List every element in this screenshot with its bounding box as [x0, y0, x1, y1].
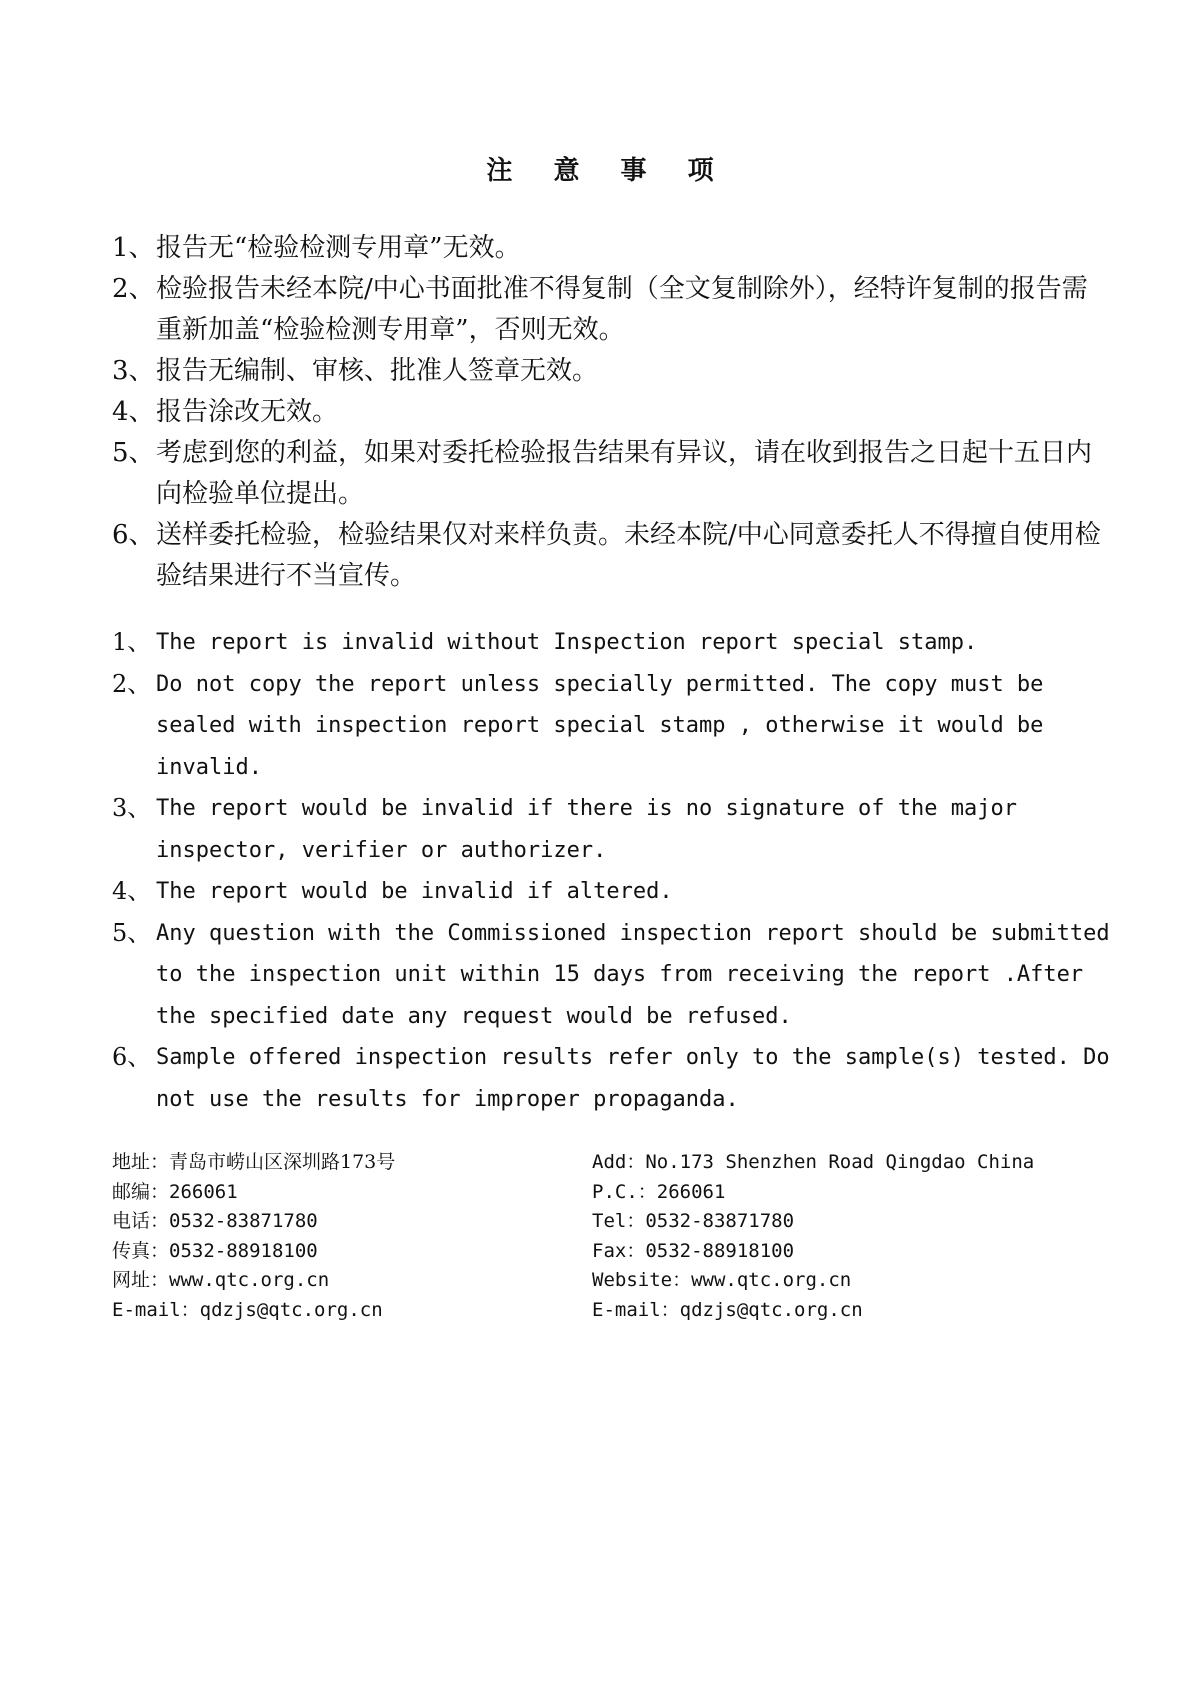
note-en-item: [112, 1037, 1112, 1120]
contact-info-cn: [112, 1148, 395, 1325]
note-cn-item: [112, 351, 1112, 392]
note-en-item: [112, 913, 1112, 1038]
page-title: 注 意 事 项: [486, 156, 730, 186]
notes-en-list: [112, 622, 1112, 1120]
note-en-number: 4、: [112, 877, 152, 905]
contact-address-cn: 地址：青岛市崂山区深圳路173号: [112, 1151, 396, 1173]
note-cn-text: 报告无“检验检测专用章”无效。: [156, 233, 521, 263]
note-en-number: 3、: [112, 794, 152, 822]
note-cn-number: 1、: [112, 233, 155, 263]
note-en-item: [112, 622, 1112, 664]
contact-website-en: Website：www.qtc.org.cn: [592, 1269, 852, 1291]
note-en-item: [112, 788, 1112, 871]
contact-website-cn: 网址：www.qtc.org.cn: [112, 1269, 330, 1291]
contact-fax-en: Fax：0532-88918100: [592, 1239, 795, 1262]
contact-email-cn: E-mail：qdzjs@qtc.org.cn: [112, 1298, 383, 1321]
note-en-number: 2、: [112, 669, 152, 698]
note-en-number: 5、: [112, 918, 152, 947]
note-cn-text: 报告涂改无效。: [156, 397, 339, 427]
note-cn-item: [112, 228, 1112, 269]
note-en-text: Any question with the Commissioned inspection report should be submitted to the inspection unit within 15 days from receiving the report .After the specified date any request would be refused.: [156, 920, 1110, 1029]
note-cn-item: [112, 269, 1112, 351]
contact-email-en: E-mail：qdzjs@qtc.org.cn: [592, 1298, 863, 1321]
note-en-number: 1、: [112, 628, 152, 656]
note-cn-text: 送样委托检验，检验结果仅对来样负责。未经本院/中心同意委托人不得擅自使用检验结果进行不当宣传。: [156, 520, 1101, 591]
note-en-text: Sample offered inspection results refer only to the sample(s) tested. Do not use the results for improper propaganda.: [156, 1045, 1110, 1112]
contact-tel-en: Tel：0532-83871780: [592, 1210, 795, 1232]
note-en-text: The report would be invalid if there is no signature of the major inspector, verifier or authorizer.: [156, 796, 1017, 863]
notes-cn-list: [112, 228, 1112, 597]
contact-tel-cn: 电话：0532-83871780: [112, 1210, 318, 1232]
contact-postcode-cn: 邮编：266061: [112, 1180, 238, 1203]
note-cn-text: 报告无编制、审核、批准人签章无效。: [156, 356, 599, 386]
note-en-text: The report would be invalid if altered.: [156, 879, 673, 904]
contact-postcode-en: P.C.：266061: [592, 1180, 726, 1203]
note-en-text: The report is invalid without Inspection report special stamp.: [156, 630, 978, 655]
note-en-item: [112, 871, 1112, 913]
note-cn-text: 考虑到您的利益，如果对委托检验报告结果有异议，请在收到报告之日起十五日内向检验单位提出。: [156, 438, 1093, 509]
note-cn-number: 2、: [112, 274, 155, 304]
contact-fax-cn: 传真：0532-88918100: [112, 1239, 318, 1262]
note-cn-text: 检验报告未经本院/中心书面批准不得复制（全文复制除外），经特许复制的报告需重新加盖“检验检测专用章”，否则无效。: [156, 274, 1088, 345]
note-cn-number: 5、: [112, 438, 155, 468]
contact-address-en: Add：No.173 Shenzhen Road Qingdao China: [592, 1151, 1035, 1173]
note-cn-item: [112, 392, 1112, 433]
note-cn-number: 3、: [112, 356, 155, 386]
note-cn-item: [112, 433, 1112, 515]
note-cn-number: 4、: [112, 397, 155, 427]
note-en-item: [112, 664, 1112, 789]
note-cn-number: 6、: [112, 520, 155, 550]
note-en-number: 6、: [112, 1043, 152, 1071]
contact-info-en: [592, 1148, 1034, 1325]
note-cn-item: [112, 515, 1112, 597]
note-en-text: Do not copy the report unless specially permitted. The copy must be sealed with inspection report special stamp , otherwise it would be invalid.: [156, 671, 1044, 780]
